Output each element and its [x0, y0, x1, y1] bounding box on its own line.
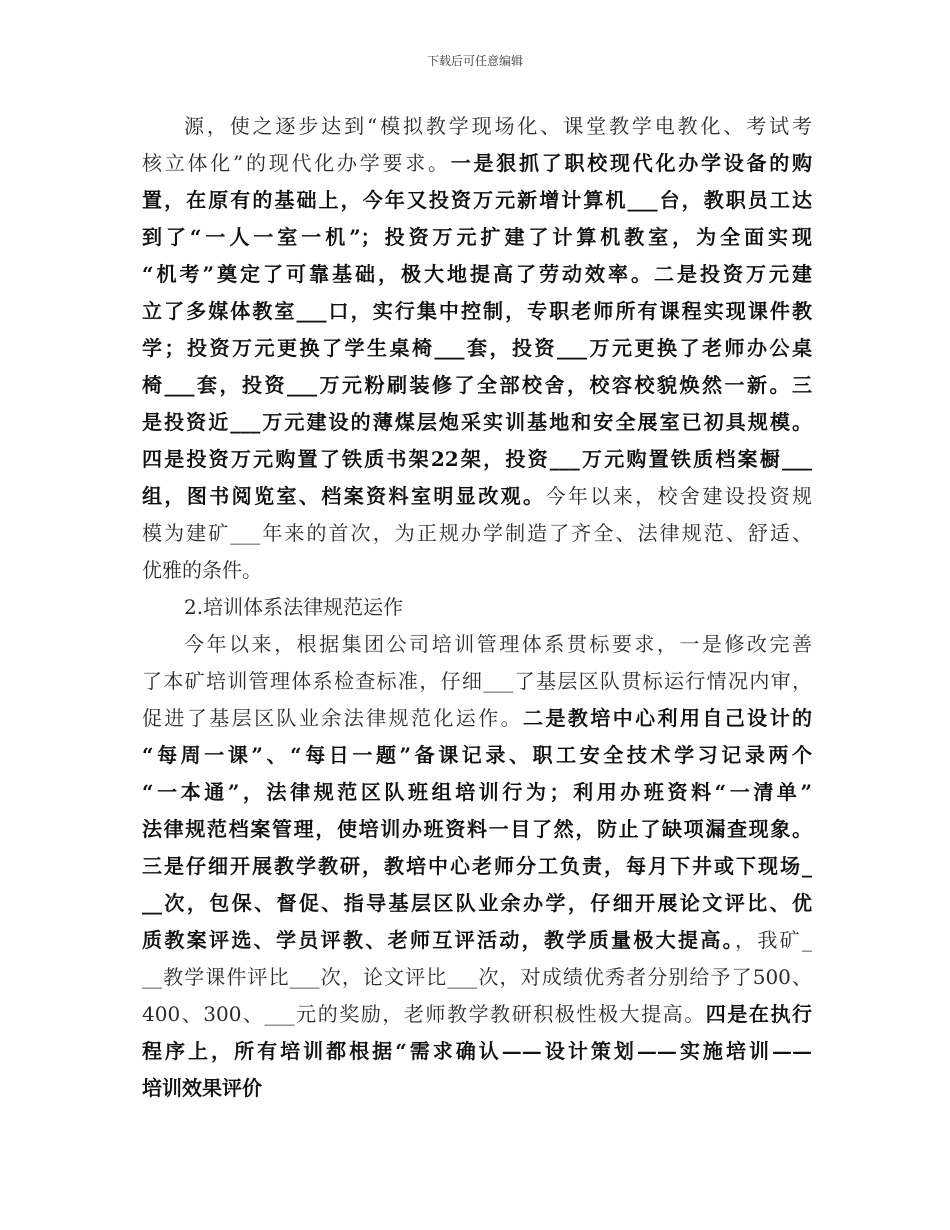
document-body	[142, 108, 812, 1107]
text-line	[142, 108, 812, 145]
text-segment: __教学课件评比___次，论文评比___次，对成绩优秀者分别给予了500、	[142, 965, 812, 989]
text-line	[142, 811, 812, 848]
text-line	[142, 293, 812, 330]
text-line	[142, 478, 812, 515]
bold-text-segment: 质教案评选、学员评教、老师互评活动，教学质量极大提高。	[142, 928, 735, 952]
text-line	[142, 145, 812, 182]
text-line	[142, 848, 812, 885]
text-segment: 模为建矿___年来的首次，为正规办学制造了齐全、法律规范、舒适、	[142, 521, 812, 545]
text-line	[142, 700, 812, 737]
text-line	[142, 626, 812, 663]
bold-text-segment: 法律规范档案管理，使培训办班资料一目了然，防止了缺项漏查现象。	[142, 817, 812, 841]
bold-text-segment: 学；投资万元更换了学生桌椅___套，投资___万元更换了老师办公桌	[142, 336, 812, 360]
text-segment: 促进了基层区队业余法律规范化运作。	[142, 706, 524, 730]
text-line	[142, 885, 812, 922]
text-line	[142, 774, 812, 811]
bold-text-segment: 培训效果评价	[142, 1076, 262, 1100]
text-line	[142, 589, 812, 626]
text-segment: 核立体化”的现代化办学要求。	[142, 151, 451, 175]
text-line	[142, 1070, 812, 1107]
text-line	[142, 922, 812, 959]
text-line	[142, 1033, 812, 1070]
text-line	[142, 219, 812, 256]
bold-text-segment: 程序上，所有培训都根据“需求确认——设计策划——实施培训——	[142, 1039, 812, 1063]
bold-text-segment: 到了“一人一室一机”；投资万元扩建了计算机教室，为全面实现	[142, 225, 812, 249]
text-line	[142, 515, 812, 552]
text-line	[142, 959, 812, 996]
text-segment: 今年以来，校舍建设投资规	[545, 484, 812, 508]
bold-text-segment: 置，在原有的基础上，今年又投资万元新增计算机___台，教职员工达	[142, 188, 812, 212]
text-segment: ，我矿_	[735, 928, 812, 952]
text-line	[142, 737, 812, 774]
bold-text-segment: 组，图书阅览室、档案资料室明显改观。	[142, 484, 546, 508]
text-segment: 了本矿培训管理体系检查标准，仔细___了基层区队贯标运行情况内审，	[142, 669, 812, 693]
bold-text-segment: 四是在执行	[705, 1002, 812, 1026]
text-segment: 源，使之逐步达到“模拟教学现场化、课堂教学电教化、考试考	[184, 114, 812, 138]
bold-text-segment: “机考”奠定了可靠基础，极大地提高了劳动效率。二是投资万元建	[142, 262, 812, 286]
text-line	[142, 996, 812, 1033]
bold-text-segment: “每周一课”、“每日一题”备课记录、职工安全技术学习记录两个	[142, 743, 812, 767]
text-line	[142, 404, 812, 441]
text-segment: 优雅的条件。	[142, 558, 262, 582]
bold-text-segment: 四是投资万元购置了铁质书架22架，投资___万元购置铁质档案橱___	[142, 447, 812, 471]
bold-text-segment: 是投资近___万元建设的薄煤层炮采实训基地和安全展室已初具规模。	[142, 410, 812, 434]
bold-text-segment: 二是教培中心利用自己设计的	[523, 706, 812, 730]
text-segment: 今年以来，根据集团公司培训管理体系贯标要求，一是修改完善	[184, 632, 812, 656]
text-segment: 2.培训体系法律规范运作	[184, 595, 404, 619]
text-line	[142, 256, 812, 293]
text-line	[142, 552, 812, 589]
text-segment: 400、300、___元的奖励，老师教学教研积极性极大提高。	[142, 1002, 706, 1026]
text-line	[142, 182, 812, 219]
bold-text-segment: 一是狠抓了职校现代化办学设备的购	[450, 151, 812, 175]
bold-text-segment: 椅___套，投资___万元粉刷装修了全部校舍，校容校貌焕然一新。三	[142, 373, 812, 397]
bold-text-segment: “一本通”，法律规范区队班组培训行为；利用办班资料“一清单”	[142, 780, 812, 804]
bold-text-segment: 立了多媒体教室___口，实行集中控制，专职老师所有课程实现课件教	[142, 299, 812, 323]
page-header: 下载后可任意编辑	[426, 54, 523, 68]
text-line	[142, 663, 812, 700]
text-line	[142, 330, 812, 367]
text-line	[142, 441, 812, 478]
text-line	[142, 367, 812, 404]
bold-text-segment: __次，包保、督促、指导基层区队业余办学，仔细开展论文评比、优	[142, 891, 812, 915]
bold-text-segment: 三是仔细开展教学教研，教培中心老师分工负责，每月下井或下现场_	[142, 854, 812, 878]
